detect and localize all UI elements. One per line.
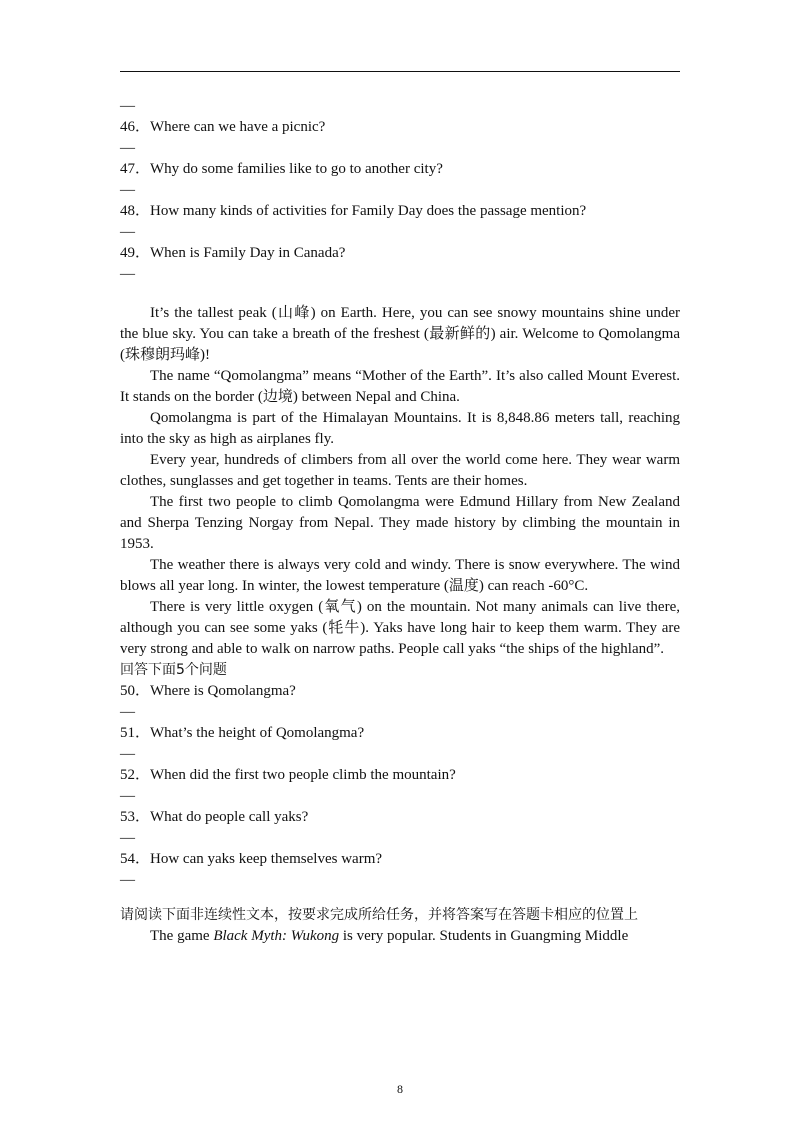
question-number: 52．: [120, 767, 151, 783]
question-text: What’s the height of Qomolangma?: [150, 725, 365, 741]
question-number: 51．: [120, 725, 151, 741]
question-text: When is Family Day in Canada?: [150, 245, 346, 261]
answer-blank: —: [120, 98, 135, 114]
question-number: 49．: [120, 245, 151, 261]
question-text: What do people call yaks?: [150, 809, 309, 825]
question-number: 50．: [120, 683, 151, 699]
answer-blank: —: [120, 266, 135, 282]
question-group-a: [120, 96, 680, 285]
question-text: How many kinds of activities for Family Day does the passage mention?: [150, 203, 587, 219]
passage-paragraph: It’s the tallest peak (山峰) on Earth. Here, you can see snowy mountains shine under the blue sky. You can take a breath of the freshest (最新鲜的) air. Welcome to Qomolangma (珠穆朗玛峰)!: [120, 305, 680, 363]
answer-blank: —: [120, 788, 135, 804]
question-text: Where can we have a picnic?: [150, 119, 326, 135]
answer-blank: —: [120, 872, 135, 888]
answer-blank: —: [120, 224, 135, 240]
question-number: 48．: [120, 203, 151, 219]
question-text: How can yaks keep themselves warm?: [150, 851, 383, 867]
game-text-before: The game: [150, 928, 214, 944]
question-47: [120, 159, 680, 180]
question-number: 53．: [120, 809, 151, 825]
page-number: 8: [397, 1082, 403, 1096]
passage-paragraph: The name “Qomolangma” means “Mother of the Earth”. It’s also called Mount Everest. It stands on the border (边境) between Nepal and China.: [120, 368, 680, 405]
reading-passage: [120, 303, 680, 660]
passage-paragraph: The weather there is always very cold and windy. There is snow everywhere. The wind blows all year long. In winter, the lowest temperature (温度) can reach -60°C.: [120, 557, 680, 594]
passage-paragraph: Qomolangma is part of the Himalayan Mountains. It is 8,848.86 meters tall, reaching into the sky as high as airplanes fly.: [120, 410, 680, 447]
instruction-text: 回答下面5个问题: [120, 662, 227, 678]
question-54: [120, 849, 680, 870]
question-number: 54．: [120, 851, 151, 867]
game-title: Black Myth: Wukong: [213, 928, 340, 944]
question-51: [120, 723, 680, 744]
question-52: [120, 765, 680, 786]
question-46: [120, 117, 680, 138]
passage-paragraph: Every year, hundreds of climbers from all over the world come here. They wear warm clothes, sunglasses and get together in teams. Tents are their homes.: [120, 452, 680, 489]
passage-paragraph: The first two people to climb Qomolangma were Edmund Hillary from New Zealand and Sherpa Tenzing Norgay from Nepal. They made history by climbing the mountain in 1953.: [120, 494, 680, 552]
question-50: [120, 681, 680, 702]
header-rule: [120, 71, 680, 72]
answer-blank: —: [120, 830, 135, 846]
question-number: 47．: [120, 161, 151, 177]
question-text: Where is Qomolangma?: [150, 683, 296, 699]
question-group-b: [120, 681, 680, 891]
passage-paragraph: There is very little oxygen (氧气) on the mountain. Not many animals can live there, although you can see some yaks (牦牛). Yaks have long hair to keep them warm. They are very strong and able to walk on narrow paths. People call yaks “the ships of the highland”.: [120, 599, 680, 657]
question-number: 46．: [120, 119, 151, 135]
question-53: [120, 807, 680, 828]
answer-blank: —: [120, 182, 135, 198]
answer-blank: —: [120, 746, 135, 762]
game-text-after: is very popular. Students in Guangming Middle: [339, 928, 629, 944]
page-content: [120, 96, 680, 947]
question-49: [120, 243, 680, 264]
answer-blank: —: [120, 140, 135, 156]
spacer: [120, 285, 680, 303]
question-text: When did the first two people climb the mountain?: [150, 767, 456, 783]
task-heading: 请阅读下面非连续性文本，按要求完成所给任务，并将答案写在答题卡相应的位置上: [120, 907, 638, 923]
question-text: Why do some families like to go to another city?: [150, 161, 443, 177]
game-paragraph: [120, 926, 680, 947]
question-48: [120, 201, 680, 222]
answer-blank: —: [120, 704, 135, 720]
